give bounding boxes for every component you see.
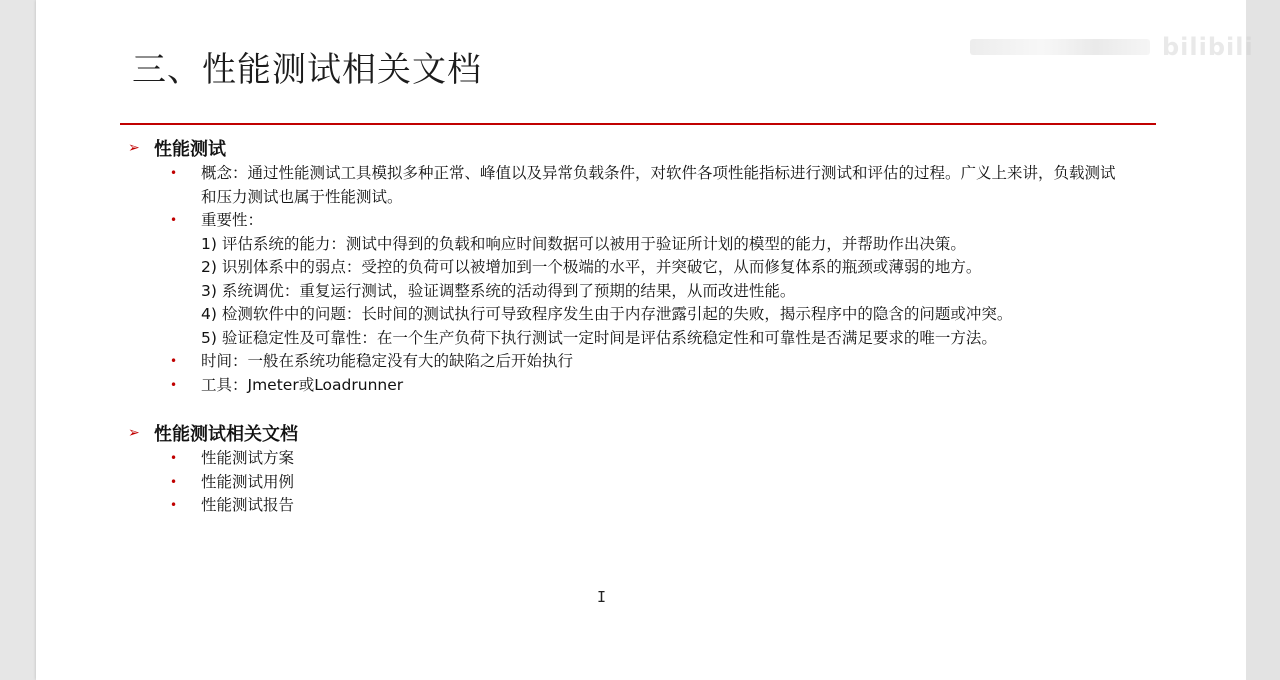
list-item-text: 性能测试方案 — [201, 449, 295, 467]
list-item-tools — [170, 374, 1128, 398]
sub-item: 2) 识别体系中的弱点：受控的负荷可以被增加到一个极端的水平，并突破它，从而修复体系的瓶颈或薄弱的地方。 — [201, 258, 982, 276]
list-item-text: 工具：Jmeter或Loadrunner — [201, 375, 404, 394]
arrow-bullet-icon: ➢ — [128, 425, 140, 441]
bullet-icon: • — [170, 166, 178, 180]
bilibili-logo: bilibili — [1162, 33, 1254, 61]
section-label: 性能测试相关文档 — [154, 424, 298, 445]
list-item-text: 概念：通过性能测试工具模拟多种正常、峰值以及异常负载条件，对软件各项性能指标进行测试和评估的过程。广义上来讲，负载测试和压力测试也属于性能测试。 — [201, 164, 1116, 206]
list-item-text: 重要性： — [201, 211, 264, 229]
bullet-icon: • — [170, 451, 178, 465]
bullet-icon: • — [170, 474, 178, 489]
slide — [36, 0, 1246, 680]
list-item-timing — [170, 350, 1128, 374]
section-label: 性能测试 — [154, 139, 226, 160]
sub-item: 3) 系统调优：重复运行测试，验证调整系统的活动得到了预期的结果，从而改进性能。 — [201, 281, 796, 300]
sub-item: 4) 检测软件中的问题：长时间的测试执行可导致程序发生由于内存泄露引起的失败，揭示程序中的隐含的问题或冲突。 — [201, 305, 1013, 323]
section-heading — [128, 419, 1128, 447]
list-item-text: 时间：一般在系统功能稳定没有大的缺陷之后开始执行 — [201, 352, 574, 370]
text-cursor-icon: I — [597, 588, 607, 606]
list-item-test-report — [170, 494, 1128, 518]
list-item-text: 性能测试用例 — [201, 472, 295, 491]
right-gutter — [1246, 0, 1280, 680]
section-performance-testing — [128, 134, 1128, 397]
bullet-icon: • — [170, 213, 178, 227]
list-item-test-cases — [170, 471, 1128, 495]
bullet-list — [128, 162, 1128, 397]
list-item-test-plan — [170, 447, 1128, 471]
arrow-bullet-icon: ➢ — [128, 140, 140, 156]
sub-item: 1) 评估系统的能力：测试中得到的负载和响应时间数据可以被用于验证所计划的模型的能力，并帮助作出决策。 — [201, 234, 966, 253]
sub-item: 5) 验证稳定性及可靠性：在一个生产负荷下执行测试一定时间是评估系统稳定性和可靠性是否满足要求的唯一方法。 — [201, 328, 997, 347]
video-watermark — [970, 30, 1260, 64]
list-item-concept — [170, 162, 1128, 209]
bullet-list — [128, 447, 1128, 518]
slide-content — [128, 134, 1128, 518]
watermark-text-blur — [970, 39, 1150, 55]
bullet-icon: • — [170, 377, 178, 392]
slide-title: 三、性能测试相关文档 — [132, 50, 482, 90]
section-performance-docs — [128, 419, 1128, 518]
list-item-text: 性能测试报告 — [201, 496, 295, 514]
list-item-importance — [170, 209, 1128, 350]
bullet-icon: • — [170, 354, 178, 368]
title-divider — [120, 123, 1156, 125]
bullet-icon: • — [170, 498, 178, 512]
section-heading — [128, 134, 1128, 162]
